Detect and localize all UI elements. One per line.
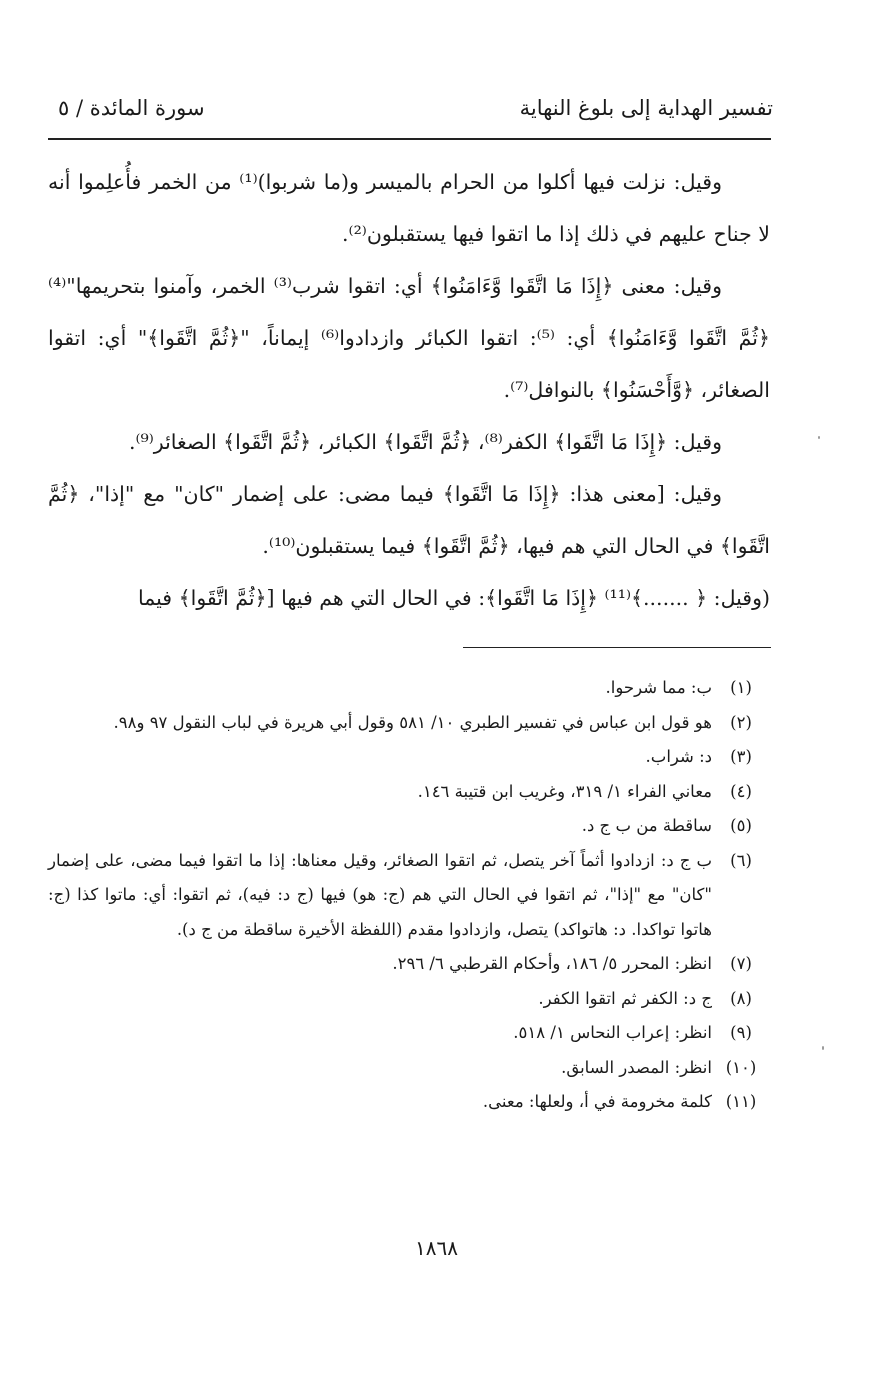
scan-speck	[822, 1046, 824, 1050]
paragraph: وقيل: [معنى هذا: ﴿إِذَا مَا اتَّقَوا﴾ فيما مضى: على إضمار "كان" مع "إذا"، ﴿ثُمَّ اتَّقَوا﴾ في الحال التي هم فيها، ﴿ثُمَّ اتَّقَوا﴾ فيما يستقبلون⁽¹⁰⁾.	[48, 482, 770, 558]
footnote-divider	[463, 647, 771, 648]
footnote-number: (١١)	[725, 1092, 757, 1111]
header-divider	[48, 138, 771, 140]
footnote	[48, 1016, 770, 1051]
footnote-number: (٨)	[730, 988, 752, 1008]
page-number: ١٨٦٨	[415, 1236, 458, 1260]
footnote-number: (١٠)	[725, 1057, 757, 1077]
footnote	[48, 947, 770, 982]
footnote-text: كلمة مخرومة في أ، ولعلها: معنى.	[482, 1092, 712, 1111]
paragraph: (وقيل: ﴿ .......﴾⁽¹¹⁾ ﴿إِذَا مَا اتَّقَوا﴾: في الحال التي هم فيها [﴿ثُمَّ اتَّقَوا﴾ فيما	[138, 586, 770, 610]
footnote-text: انظر: المصدر السابق.	[561, 1057, 712, 1077]
footnote-number: (٢)	[730, 712, 752, 732]
footnote-text: معاني الفراء ١/ ٣١٩، وغريب ابن قتيبة ١٤٦.	[417, 781, 712, 801]
footnote-text: ب ج د: ازدادوا أثماً آخر يتصل، ثم اتقوا الصغائر، وقيل معناها: إذا ما اتقوا فيما مضى، على إضمار "كان" مع "إذا"، ثم اتقوا في الحال التي هم (ج: هو) فيها (ج د: فيه)، ثم اتقوا: أي: ماتوا كذا (ج: هاتوا تواكدا. د: هاتواكد) يتصل، وازدادوا مقدم (اللفظة الأخيرة ساقطة من ج د).	[48, 850, 712, 939]
footnote	[48, 775, 770, 810]
footnote-text: ب: مما شرحوا.	[605, 678, 712, 697]
paragraph: وقيل: نزلت فيها أكلوا من الحرام بالميسر و(ما شربوا)⁽¹⁾ من الخمر فأُعلِموا أنه لا جناح عليهم في ذلك إذا ما اتقوا فيها يستقبلون⁽²⁾.	[48, 170, 770, 246]
footnote-text: انظر: المحرر ٥/ ١٨٦، وأحكام القرطبي ٦/ ٢٩٦.	[392, 954, 712, 973]
footnote	[48, 982, 770, 1017]
footnote-text: ج د: الكفر ثم اتقوا الكفر.	[538, 988, 712, 1008]
footnote-number: (٣)	[730, 747, 752, 766]
footnote-number: (٩)	[730, 1023, 752, 1042]
footnote	[48, 809, 770, 844]
footnote	[48, 671, 770, 706]
footnote-number: (٦)	[730, 850, 752, 870]
footnote-text: هو قول ابن عباس في تفسير الطبري ١٠/ ٥٨١ وقول أبي هريرة في لباب النقول ٩٧ و٩٨.	[113, 712, 712, 732]
footnote-text: د: شراب.	[645, 747, 712, 766]
footnote-number: (٧)	[730, 954, 752, 973]
footnotes	[48, 671, 770, 1120]
footnote	[48, 706, 770, 741]
paragraph: وقيل: ﴿إِذَا مَا اتَّقَوا﴾ الكفر⁽⁸⁾، ﴿ثُمَّ اتَّقَوا﴾ الكبائر، ﴿ثُمَّ اتَّقَوا﴾ الصغائر⁽⁹⁾.	[128, 430, 722, 454]
footnote-number: (٤)	[730, 781, 752, 801]
footnote-text: انظر: إعراب النحاس ١/ ٥١٨.	[513, 1023, 712, 1042]
footnote-number: (٥)	[730, 816, 752, 835]
footnote	[48, 844, 770, 948]
surah-reference: سورة المائدة / ٥	[58, 96, 205, 120]
footnote	[48, 1085, 770, 1120]
running-header	[48, 92, 773, 132]
footnote-text: ساقطة من ب ج د.	[581, 816, 712, 835]
main-text	[48, 156, 770, 624]
footnote	[48, 1051, 770, 1086]
footnote-number: (١)	[730, 678, 752, 697]
footnote	[48, 740, 770, 775]
book-title: تفسير الهداية إلى بلوغ النهاية	[519, 96, 773, 120]
paragraph: وقيل: معنى ﴿إِذَا مَا اتَّقَوا وَّءَامَنُوا﴾ أي: اتقوا شرب⁽³⁾ الخمر، وآمنوا بتحريمها"⁽⁴⁾ ﴿ثُمَّ اتَّقَوا وَّءَامَنُوا﴾ أي: ⁽⁵⁾: اتقوا الكبائر وازدادوا⁽⁶⁾ إيماناً، "﴿ثُمَّ اتَّقَوا﴾" أي: اتقوا الصغائر، ﴿وَّأَحْسَنُوا﴾ بالنوافل⁽⁷⁾.	[48, 274, 770, 402]
scan-speck	[818, 436, 820, 439]
